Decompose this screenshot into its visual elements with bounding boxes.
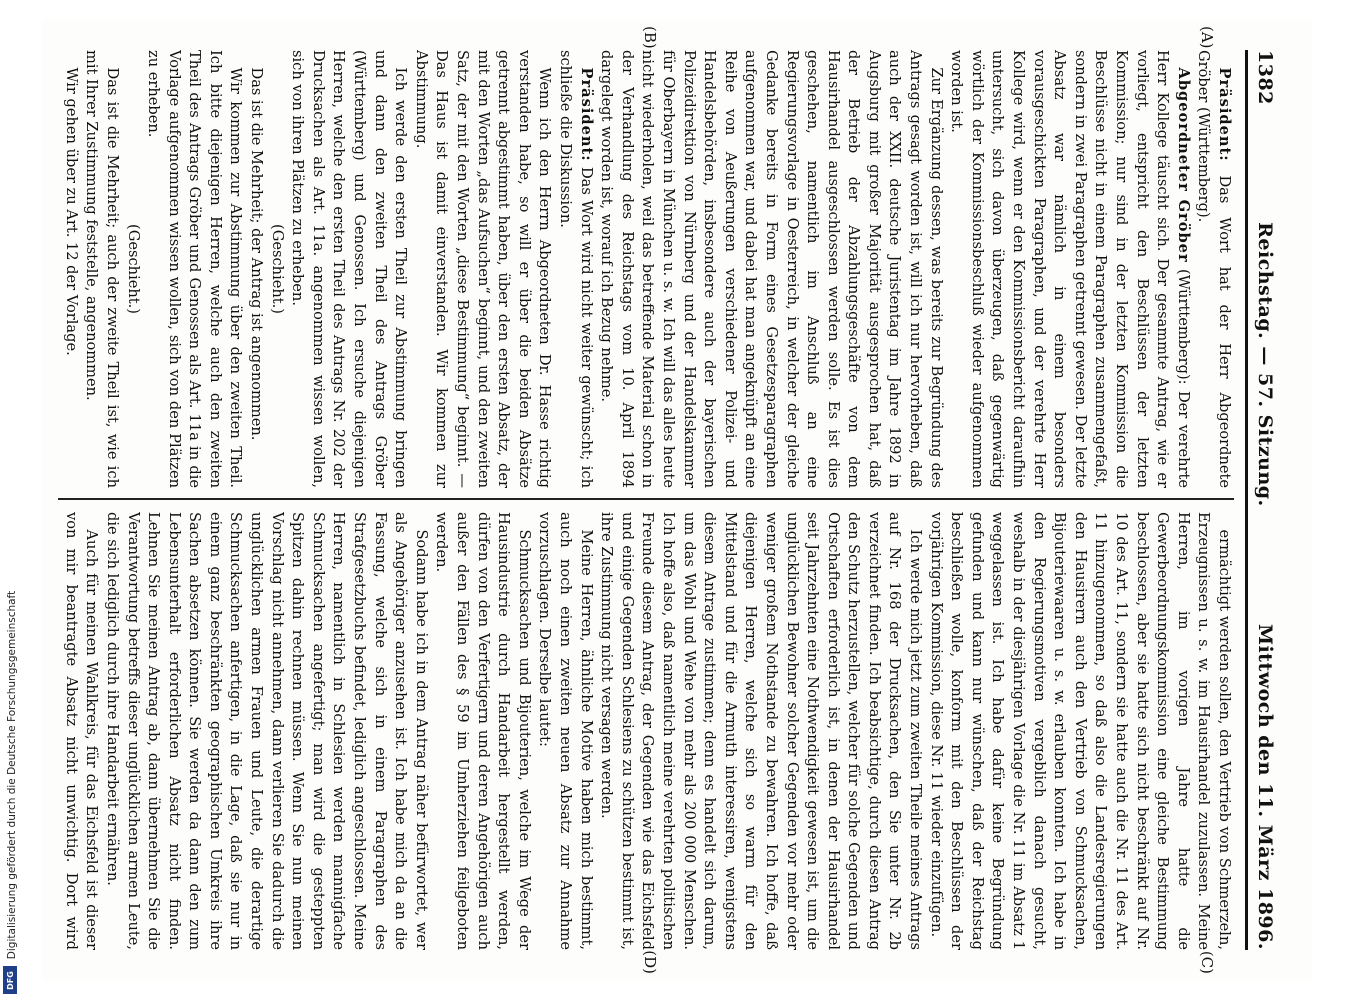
margin-marker-b: (B) xyxy=(640,26,659,49)
digitization-note xyxy=(4,560,20,990)
speaker-name: Abgeordneter Gröber xyxy=(1174,67,1192,263)
paragraph xyxy=(286,50,410,488)
paragraph xyxy=(925,512,1234,950)
paragraph xyxy=(121,50,142,488)
paragraph xyxy=(595,50,945,488)
page-header xyxy=(1254,50,1312,950)
paragraph xyxy=(554,50,595,488)
paragraph-text: Sodann habe ich in dem Antrag näher befürwortet, wer als Angehöriger anzusehen ist. Ich habe mich da an die Fassung, welche sich in einem Paragraphen des Strafgesetzbuchs befindet, lediglich angeschlossen. Meine Herren, namentlich in Schlesien werden mannigfache Schmucksachen angefertigt; man wird die gesteppten Spitzen dahin rechnen müssen. Wenn Sie nun meinen Vorschlag nicht annehmen, dann verlieren Sie dadurch die unglücklichen armen Frauen und Leute, die derartige Schmucksachen anfertigen, in die Lage, daß sie nur in einem ganz beschränkten geographischen Umkreis ihre Sachen absetzen können. Sie werden da dann den zum Lebensunterhalt erforderlichen Absatz nicht finden. Lehnen Sie meinen Antrag ab, dann übernehmen Sie die Verantwortung betreffs dieser unglücklichen armen Leute, die sich lediglich durch ihre Handarbeit ernähren. xyxy=(103,512,430,950)
page-title: Reichstag. — 57. Sitzung. xyxy=(1253,222,1276,507)
paragraph xyxy=(245,50,266,488)
dfg-logo-text: DFG xyxy=(5,970,15,990)
right-column xyxy=(58,512,1234,950)
paragraph xyxy=(60,50,81,488)
paragraph xyxy=(101,512,431,950)
margin-marker-c: (C) xyxy=(1197,950,1216,974)
rotated-page xyxy=(42,20,1312,980)
paragraph-text xyxy=(58,50,59,488)
paragraph-text: Ich werde den ersten Theil zur Abstimmung bringen und dann den zweiten Theil des Antrags Gröber (Württemberg) und Genossen. Ich ersuche diejenigen Herren, welche den ersten Theil des Antrags Nr. 202 der Drucksachen als Art. 11a. angenommen wissen wollen, sich von ihren Plätzen zu erheben. xyxy=(288,50,409,488)
paragraph-text: Ich werde mich jetzt zum zweiten Theile meines Antrags auf Nr. 168 der Drucksachen, den Sie unter Nr. 2b verzeichnet finden. Ich beabsichtige, durch diesen Antrag den Schutz herzustellen, welcher für solche Gegenden und Ortschaften erforderlich ist, in denen der Hausirhandel seit Jahrzehnten eine Nothwendigkeit gewesen ist, um die unglücklichen Bewohner solcher Gegenden vor mehr oder weniger großem Nothstande zu bewahren. Ich hoffe, daß diejenigen Herren, welche sich so warm für den Mittelstand und für die Armuth interessiren, wenigstens diesem Antrage zustimmen; denn es handelt sich darum, um das Wohl und Wehe von mehr als 200 000 Menschen. Ich hoffe also, daß namentlich meine verehrten politischen Freunde diesem Antrag, der Gegenden wie das Eichsfeld und einige Gegenden Schlesiens zu schützen bestimmt ist, ihre Zustimmung nicht versagen werden. xyxy=(597,512,924,950)
paragraph xyxy=(58,512,101,950)
paragraph xyxy=(595,512,925,950)
paragraph xyxy=(430,512,533,950)
paragraph xyxy=(533,512,595,950)
paragraph-text: Das Wort wird nicht weiter gewünscht; ich schließe die Diskussion. xyxy=(556,50,595,488)
page-number: 1382 xyxy=(1253,50,1276,105)
paragraph-text: Das ist die Mehrheit; auch der zweite Theil ist, wie ich mit Ihrer Zustimmung feststelle, angenommen. xyxy=(82,50,121,488)
margin-marker-d: (D) xyxy=(640,950,659,974)
paragraph xyxy=(410,50,554,488)
paragraph xyxy=(266,50,287,488)
margin-marker-a: (A) xyxy=(1197,26,1216,49)
paragraph xyxy=(58,50,60,488)
paragraph-text: Wir gehen über zu Art. 12 der Vorlage. xyxy=(62,67,80,356)
paragraph-text: Schmucksachen und Bijouterien, welche im Wege der Hausindustrie durch Handarbeit hergestellt werden, dürfen von den Verfertigern und deren Angehörigen auch außer den Fällen des § 59 im Umherziehen feilgeboten werden. xyxy=(432,512,533,950)
text-columns xyxy=(58,26,1234,974)
header-rule xyxy=(1245,50,1248,950)
dfg-logo xyxy=(3,966,17,994)
paragraph xyxy=(142,50,245,488)
paragraph-text: Meine Herren, ähnliche Motive haben mich bestimmt, auch noch einen zweiten neuen Absatz zur Annahme vorzuschlagen. Derselbe lautet: xyxy=(535,512,595,950)
page-date: Mittwoch den 11. März 1896. xyxy=(1253,623,1276,950)
paragraph-text: Wenn ich den Herrn Abgeordneten Dr. Hasse richtig verstanden habe, so will er über die beiden Absätze getrennt abgestimmt haben, über den ersten Absatz, der mit den Worten „das Aufsuchen“ beginnt, und den zweiten Satz, der mit den Worten „diese Bestimmung“ beginnt. — Das Haus ist damit einverstanden. Wir kommen zur Abstimmung. xyxy=(412,50,553,488)
column-divider xyxy=(58,498,1234,500)
paragraph xyxy=(80,50,121,488)
paragraph xyxy=(1192,50,1233,488)
digitization-note-text: Digitalisierung gefördert durch die Deutsche Forschungsgemeinschaft xyxy=(6,590,18,960)
paragraph xyxy=(945,50,1192,488)
paragraph-text: ermächtigt werden sollen, den Vertrieb von Schmerzeln, Erzeugnissen u. s. w. im Hausirhandel zuzulassen. Meine Herren, im vorigen Jahre hatte die Gewerbeordnungskommission eine gleiche Bestimmung beschlossen, aber sie hatte sich nicht beschränkt auf Nr. 10 des Art. 11, sondern sie hatte auch die Nr. 11 des Art. 11 hinzugenommen, so daß also die Landesregierungen den Hausirern auch den Vertrieb von Schmucksachen, Bijouteriewaaren u. s. w. erlauben konnten. Ich habe in den Regierungsmotiven vergeblich danach gesucht, weshalb in der diesjährigen Vorlage die Nr. 11 im Absatz 1 weggelassen ist. Ich habe dafür keine Begründung gefunden und kann nur wünschen, daß der Reichstag beschließen wolle, konform mit den Beschlüssen der vorjährigen Kommission, diese Nr. 11 wieder einzufügen. xyxy=(927,512,1233,950)
paragraph-text: (Geschieht.) xyxy=(268,224,286,314)
speaker-name: Präsident: xyxy=(577,67,595,162)
left-column xyxy=(58,50,1234,488)
paragraph-text: Zur Ergänzung dessen, was bereits zur Begründung des Antrags gesagt worden ist, will ich nur hervorheben, daß auch der XXII. deutsche Juristentag im Jahre 1892 in Augsburg mit großer Majorität ausgesprochen hat, daß der Betrieb der Abzahlungsgeschäfte von dem Hausirhandel ausgeschlossen werden solle. Es ist dies geschehen, namentlich im Anschluß an eine Regierungsvorlage in Oesterreich, in welcher der gleiche Gedanke bereits in Form eines Gesetzesparagraphen aufgenommen war, und dabei hat man angeknüpft an eine Reihe von Aeußerungen verschiedener Polizei- und Handelsbehörden, insbesondere auch der bayerischen Polizeidirektion von Nürnberg und der Handelskammer für Oberbayern in München u. s. w. Ich will das alles heute nicht wiederholen, weil das betreffende Material schon in der Verhandlung des Reichstags vom 10. April 1894 dargelegt worden ist, worauf ich Bezug nehme. xyxy=(597,50,945,488)
paragraph-text: Wir kommen zur Abstimmung über den zweiten Theil. Ich bitte diejenigen Herren, welche auch den zweiten Theil des Antrags Gröber und Genossen als Art. 11a in die Vorlage aufgenommen wissen wollen, sich von den Plätzen zu erheben. xyxy=(144,50,244,488)
paragraph-text: (Geschieht.) xyxy=(124,224,142,314)
paragraph-text: Das Wort hat der Herr Abgeordnete Gröber (Württemberg). xyxy=(1194,50,1233,488)
paragraph-text: (Württemberg): Der verehrte Herr Kollege täuscht sich. Der gesammte Antrag, wie er vorliegt, entspricht den Beschlüssen der letzten Kommission; nur sind in der letzten Kommission die Beschlüsse nicht in einem Paragraphen zusammengefaßt, sondern in zwei Paragraphen getrennt gewesen. Der letzte Absatz war nämlich in einem besonders vorausgeschickten Paragraphen, und der verehrte Herr Kollege wird, wenn er den Kommissionsbericht daraufhin untersucht, sich davon überzeugen, daß gegenwärtig wörtlich der Kommissionsbeschluß wieder aufgenommen worden ist. xyxy=(947,50,1192,488)
paragraph-text: Auch für meinen Wahlkreis, für das Eichsfeld ist dieser von mir beantragte Absatz nicht unwichtig. Dort wird xyxy=(62,512,100,950)
speaker-name: Präsident: xyxy=(1215,67,1233,162)
paragraph-text: Das ist die Mehrheit; der Antrag ist angenommen. xyxy=(247,67,265,441)
